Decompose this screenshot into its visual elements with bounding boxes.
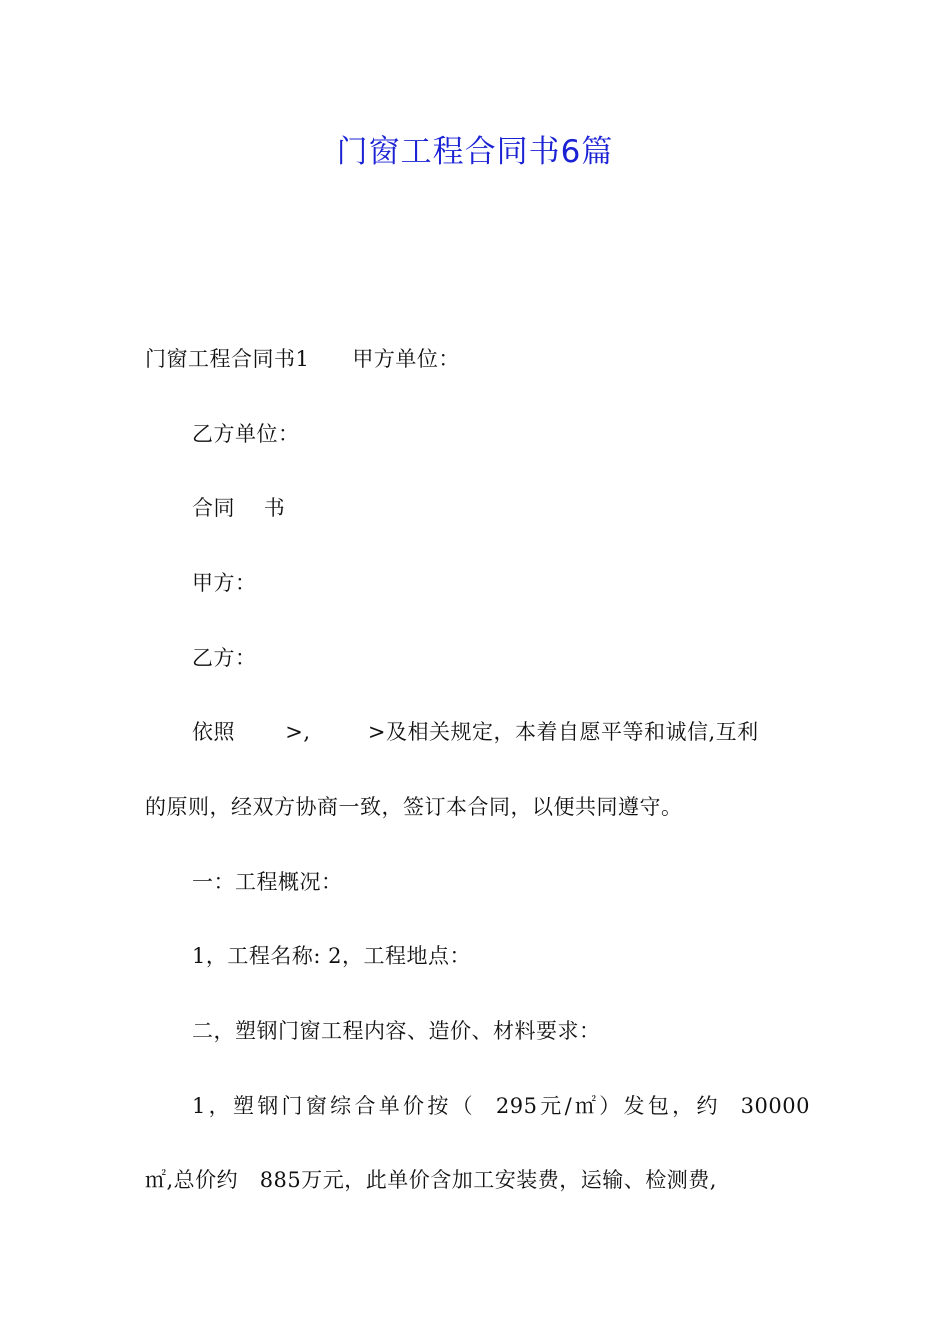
section-2-heading: 二，塑钢门窗工程内容、造价、材料要求： (192, 1019, 601, 1043)
contract-label-line: 合同 书 (192, 496, 286, 520)
document-title: 门窗工程合同书6篇 (336, 134, 614, 170)
paragraph-basis-line-1: 依照 >, >及相关规定，本着自愿平等和诚信,互利 (192, 720, 759, 744)
section-1-items: 1，工程名称: 2，工程地点： (192, 944, 471, 968)
party-b-line: 乙方： (192, 646, 257, 670)
section-2-item-1-line-2: ㎡,总价约 885万元，此单价含加工安装费，运输、检测费, (145, 1168, 717, 1192)
party-b-unit-line: 乙方单位： (192, 422, 300, 446)
section-2-item-1-line-1: 1，塑钢门窗综合单价按（ 295元/㎡）发包，约 30000 (192, 1094, 810, 1118)
section-1-heading: 一：工程概况： (192, 870, 343, 894)
paragraph-basis-line-2: 的原则，经双方协商一致，签订本合同，以便共同遵守。 (145, 795, 683, 819)
party-a-line: 甲方： (192, 571, 257, 595)
contract-heading-line: 门窗工程合同书1 甲方单位： (145, 347, 460, 371)
